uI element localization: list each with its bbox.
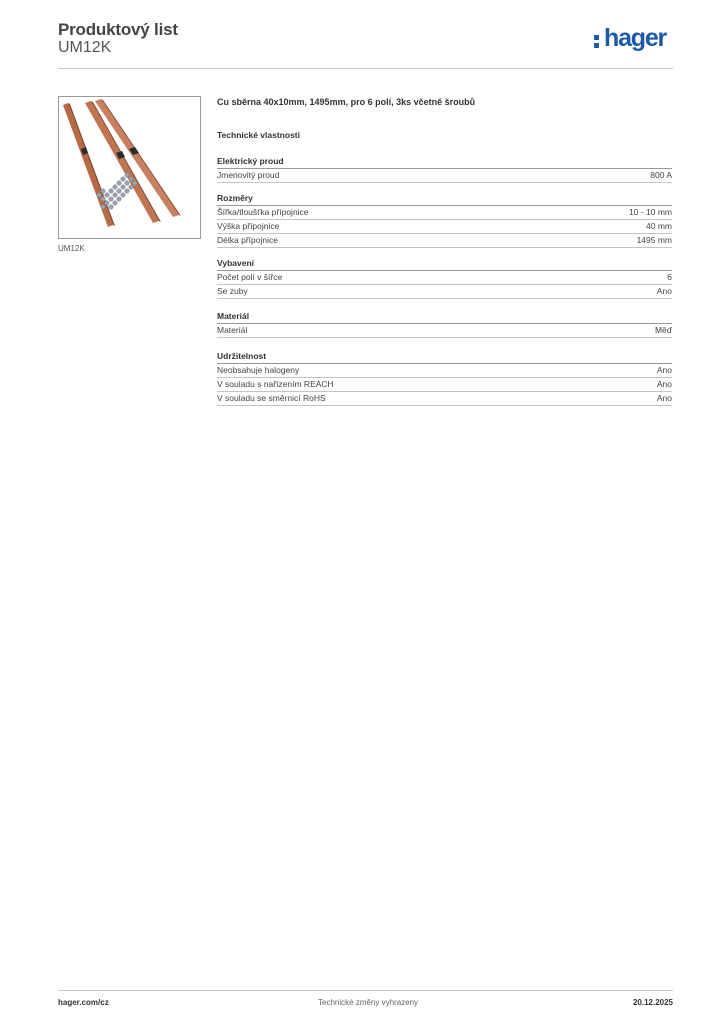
section-equipment [217,257,672,299]
spec-label: Materiál [217,325,248,335]
spec-value: Ano [656,286,672,296]
spec-row [217,169,672,183]
footer-divider [58,990,673,991]
spec-value: Ano [656,379,672,389]
busbar-right [95,99,181,217]
product-description: Cu sběrna 40x10mm, 1495mm, pro 6 polí, 3ks včetně šroubů [217,97,476,107]
header-divider [58,68,673,69]
section-title: Udržitelnost [217,350,672,364]
spec-value: 6 [667,272,672,282]
logo-dot-lower [594,43,599,48]
product-code: UM12K [58,39,112,56]
spec-label: Výška přípojnice [217,221,280,231]
spec-row [217,285,672,299]
spec-row [217,206,672,220]
spec-label: Neobsahuje halogeny [217,365,300,375]
hager-logo[interactable] [594,26,674,56]
spec-label: Jmenovitý proud [217,170,280,180]
spec-label: Šířka/tloušťka přípojnice [217,207,309,217]
logo-text: hager [604,24,667,52]
section-title: Elektrický proud [217,155,672,169]
footer-notice: Technické změny vyhrazeny [318,998,419,1007]
section-electrical-current [217,155,672,183]
section-title: Materiál [217,310,672,324]
spec-value: 40 mm [646,221,672,231]
spec-value: Ano [656,365,672,375]
page-title: Produktový list [58,20,178,39]
spec-row [217,378,672,392]
logo-dot-upper [594,35,599,40]
section-material [217,310,672,338]
spec-row [217,364,672,378]
section-sustainability [217,350,672,406]
busbar-left [63,103,115,227]
spec-value: 10 - 10 mm [629,207,672,217]
section-title: Vybavení [217,257,672,271]
busbar-middle [85,101,161,223]
section-dimensions [217,192,672,248]
technical-properties-heading: Technické vlastnosti [217,130,300,140]
image-caption: UM12K [58,244,85,253]
spec-label: Délka přípojnice [217,235,278,245]
spec-row [217,234,672,248]
spec-row [217,220,672,234]
footer-date: 20.12.2025 [632,998,673,1007]
spec-value: 1495 mm [636,235,672,245]
spec-value: Měď [654,325,672,335]
busbar-illustration [59,97,200,238]
spec-value: Ano [656,393,672,403]
spec-label: Se zuby [217,286,248,296]
product-image [58,96,201,239]
footer-website-link[interactable]: hager.com/cz [58,998,109,1007]
product-details [217,96,672,406]
spec-value: 800 A [650,170,672,180]
spec-row [217,324,672,338]
spec-row [217,271,672,285]
spec-row [217,392,672,406]
spec-label: V souladu s nařízením REACH [217,379,334,389]
spec-label: Počet polí v šířce [217,272,283,282]
spec-label: V souladu se směrnicí RoHS [217,393,326,403]
section-title: Rozměry [217,192,672,206]
